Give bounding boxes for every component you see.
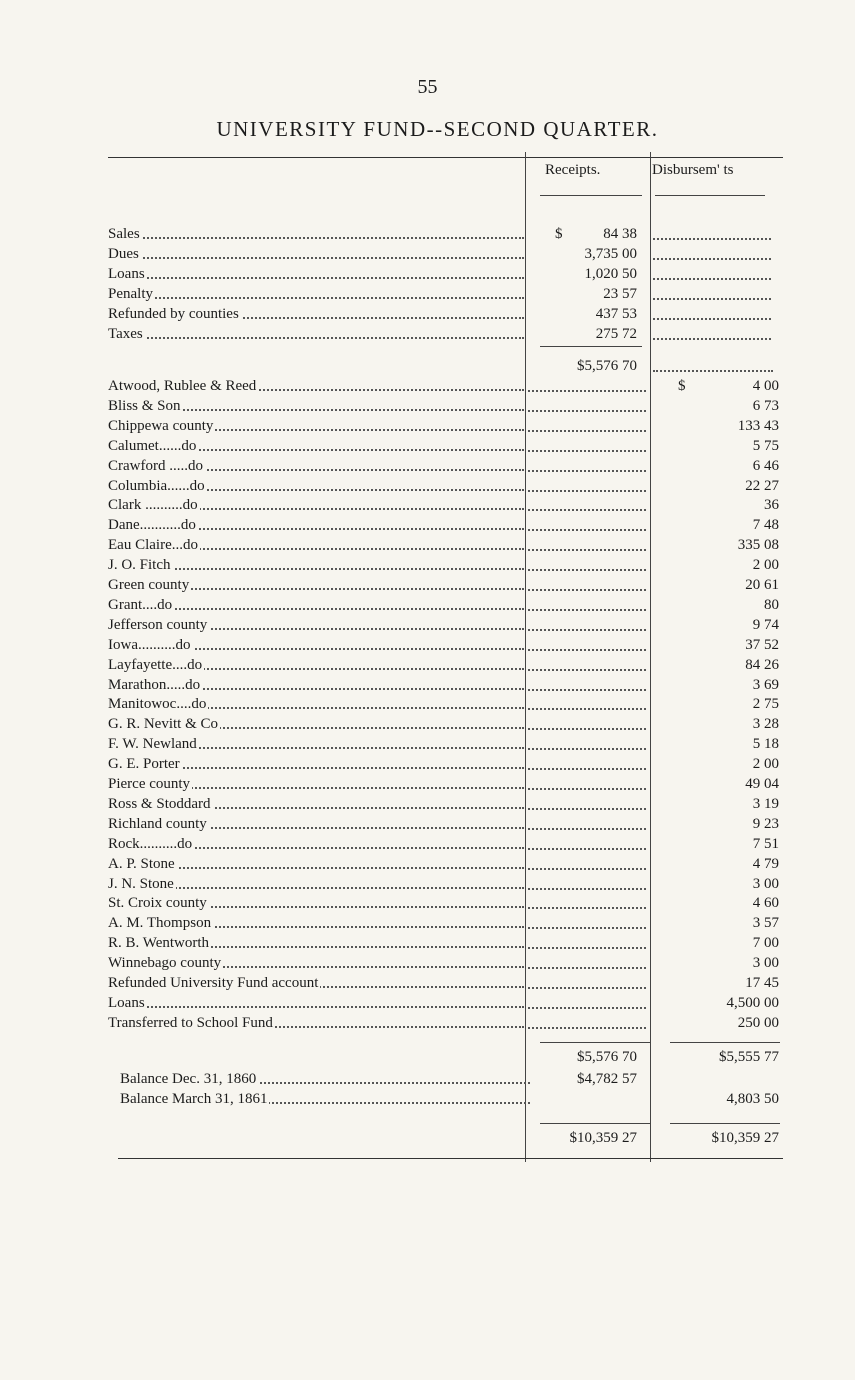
row-amount: 20 61 <box>745 577 779 593</box>
receipts-total: $5,576 70 <box>577 1049 637 1065</box>
row-amount: 49 04 <box>745 776 779 792</box>
leader-dots <box>528 490 646 492</box>
receipt-row <box>108 324 783 344</box>
row-amount: 5 75 <box>752 437 779 454</box>
balance-row-1: Balance Dec. 31, 1860 $4,782 57 <box>120 1071 637 1087</box>
disbursement-row <box>108 933 783 953</box>
leader-dots <box>528 808 646 810</box>
row-amount: 23 57 <box>603 285 637 302</box>
row-label: J. O. Fitch <box>108 555 524 575</box>
leader-dots <box>653 258 771 260</box>
leader-dots <box>528 748 646 750</box>
disbursements-header: Disbursem' ts <box>652 162 734 178</box>
leader-dots <box>528 589 646 591</box>
disbursement-row <box>108 874 783 894</box>
grand-total-rule-receipts <box>540 1123 650 1124</box>
row-label: Chippewa county <box>108 416 524 436</box>
row-label: Green county <box>108 575 524 595</box>
row-amount: 84 38 <box>603 226 637 242</box>
disbursement-row <box>108 734 783 754</box>
disbursement-row <box>108 515 783 535</box>
row-amount: 17 45 <box>745 975 779 991</box>
row-amount: 7 48 <box>752 517 779 534</box>
row-label: J. N. Stone <box>108 874 524 894</box>
leader-dots <box>528 549 646 551</box>
balance-disbursements: 4,803 50 <box>726 1091 779 1107</box>
totals-row <box>108 1047 783 1067</box>
row-amount: 3 57 <box>752 915 779 932</box>
disbursement-row <box>108 893 783 913</box>
row-amount: 5 18 <box>752 736 779 753</box>
row-amount: 4 00 <box>752 378 779 394</box>
disbursement-row <box>108 615 783 635</box>
bottom-rule <box>118 1158 783 1159</box>
leader-dots <box>528 390 646 392</box>
row-amount: 3 19 <box>752 795 779 812</box>
row-label: Pierce county <box>108 774 524 794</box>
leader-dots <box>528 947 646 949</box>
leader-dots <box>528 927 646 929</box>
disbursement-row <box>108 456 783 476</box>
receipt-row <box>108 224 783 244</box>
leader-dots <box>528 430 646 432</box>
row-label: A. M. Thompson <box>108 913 524 933</box>
row-label: A. P. Stone <box>108 854 524 874</box>
row-label: Winnebago county <box>108 953 524 973</box>
row-label: Atwood, Rublee & Reed <box>108 376 524 396</box>
row-amount: 1,020 50 <box>584 265 637 282</box>
row-amount: 9 23 <box>752 815 779 832</box>
leader-dots <box>528 967 646 969</box>
row-amount: 3 00 <box>752 955 779 972</box>
row-amount: 36 <box>764 497 779 514</box>
row-amount: 6 73 <box>752 397 779 414</box>
row-label: Refunded University Fund account <box>108 973 524 993</box>
receipts-subtotal-rule <box>540 346 642 347</box>
receipt-row <box>108 264 783 284</box>
page-number: 55 <box>417 76 438 98</box>
disbursements-total: $5,555 77 <box>719 1049 779 1065</box>
disbursement-row <box>108 754 783 774</box>
disbursement-row <box>108 774 783 794</box>
disbursement-row <box>108 575 783 595</box>
row-label: Iowa..........do <box>108 635 524 655</box>
row-label: Marathon.....do <box>108 675 524 695</box>
row-label: Grant....do <box>108 595 524 615</box>
disbursement-row <box>108 714 783 734</box>
row-label: Refunded by counties <box>108 304 524 324</box>
row-amount: 133 43 <box>737 417 779 434</box>
row-amount: 3,735 00 <box>584 245 637 262</box>
page-title: UNIVERSITY FUND--SECOND QUARTER. <box>216 117 659 141</box>
leader-dots <box>528 708 646 710</box>
disbursement-row <box>108 794 783 814</box>
row-label: Rock..........do <box>108 834 524 854</box>
receipt-row <box>108 304 783 324</box>
disbursement-row <box>108 854 783 874</box>
disbursement-row <box>108 913 783 933</box>
disbursement-row <box>108 973 783 993</box>
row-label: Calumet......do <box>108 436 524 456</box>
row-label: G. E. Porter <box>108 754 524 774</box>
grand-total-receipts: $10,359 27 <box>569 1130 637 1146</box>
row-amount: 6 46 <box>752 457 779 474</box>
leader-dots <box>528 848 646 850</box>
row-amount: 37 52 <box>745 636 779 653</box>
receipt-row <box>108 284 783 304</box>
leader-dots <box>528 569 646 571</box>
disbursement-row <box>108 535 783 555</box>
disbursement-row <box>108 416 783 436</box>
leader-dots <box>528 509 646 511</box>
row-label: Columbia......do <box>108 476 524 496</box>
leader-dots <box>653 338 771 340</box>
grand-totals-row <box>108 1128 783 1148</box>
disbursement-row <box>108 1013 783 1033</box>
row-label: Transferred to School Fund <box>108 1013 524 1033</box>
disbursement-row <box>108 834 783 854</box>
row-label: Manitowoc....do <box>108 694 524 714</box>
grand-total-rule-disbursements <box>670 1123 780 1124</box>
row-amount: 4 60 <box>752 895 779 912</box>
leader-dots <box>528 689 646 691</box>
row-label: Taxes <box>108 324 524 344</box>
disbursement-row <box>108 436 783 456</box>
leader-dots <box>528 609 646 611</box>
disbursement-row <box>108 495 783 515</box>
leader-dots <box>528 1007 646 1009</box>
disbursement-row <box>108 694 783 714</box>
row-amount: 4,500 00 <box>726 994 779 1011</box>
leader-dots <box>528 828 646 830</box>
row-label: Penalty <box>108 284 524 304</box>
leader-dots <box>528 410 646 412</box>
leader-dots <box>653 278 771 280</box>
leader-dots <box>528 669 646 671</box>
row-amount: 84 26 <box>745 656 779 673</box>
row-label: Ross & Stoddard <box>108 794 524 814</box>
totals-rule-receipts <box>540 1042 650 1043</box>
disbursement-row <box>108 635 783 655</box>
row-amount: 2 00 <box>752 557 779 574</box>
disbursement-row <box>108 675 783 695</box>
top-rule <box>108 157 783 158</box>
row-label: G. R. Nevitt & Co <box>108 714 524 734</box>
leader-dots <box>528 1027 646 1029</box>
leader-dots <box>528 649 646 651</box>
row-amount: 22 27 <box>745 477 779 494</box>
row-amount: 7 00 <box>752 935 779 952</box>
leader-dots <box>653 298 771 300</box>
row-amount: 2 75 <box>752 696 779 713</box>
row-label: Sales <box>108 224 524 244</box>
leader-dots <box>653 238 771 240</box>
row-label: R. B. Wentworth <box>108 933 524 953</box>
row-label: Layfayette....do <box>108 655 524 675</box>
disbursement-row <box>108 555 783 575</box>
row-label: Richland county <box>108 814 524 834</box>
leader-dots <box>528 529 646 531</box>
disbursement-row <box>108 655 783 675</box>
row-label: Loans <box>108 264 524 284</box>
leader-dots <box>528 768 646 770</box>
leader-dots <box>528 788 646 790</box>
row-label: Bliss & Son <box>108 396 524 416</box>
header-subrule-receipts <box>540 195 642 196</box>
disbursement-row <box>108 476 783 496</box>
disbursement-row <box>108 396 783 416</box>
disbursement-row <box>108 953 783 973</box>
disbursement-row <box>108 814 783 834</box>
header-subrule-disbursements <box>655 195 765 196</box>
row-amount: 437 53 <box>595 305 637 322</box>
row-label: Dues <box>108 244 524 264</box>
row-amount: 3 00 <box>752 875 779 892</box>
leader-dots <box>653 318 771 320</box>
row-label: Jefferson county <box>108 615 524 635</box>
currency-symbol: $ <box>555 226 563 242</box>
grand-total-disbursements: $10,359 27 <box>711 1130 779 1146</box>
leader-dots <box>528 987 646 989</box>
receipt-row <box>108 244 783 264</box>
row-amount: 4 79 <box>752 855 779 872</box>
row-amount: 7 51 <box>752 835 779 852</box>
row-label: Clark ..........do <box>108 495 524 515</box>
row-label: Eau Claire...do <box>108 535 524 555</box>
totals-rule-disbursements <box>670 1042 780 1043</box>
row-label: F. W. Newland <box>108 734 524 754</box>
leader-dots <box>528 629 646 631</box>
disbursement-row <box>108 993 783 1013</box>
balance-receipts: $4,782 57 <box>577 1071 637 1087</box>
leader-dots <box>528 907 646 909</box>
row-amount: 3 28 <box>752 716 779 733</box>
row-amount: 9 74 <box>752 616 779 633</box>
leader-dots <box>528 728 646 730</box>
balance-row-2: Balance March 31, 1861 4,803 50 <box>120 1091 779 1107</box>
leader-dots <box>528 470 646 472</box>
disbursement-row <box>108 595 783 615</box>
currency-symbol: $ <box>678 378 686 394</box>
disbursement-row <box>108 376 783 396</box>
row-label: Dane...........do <box>108 515 524 535</box>
row-amount: 250 00 <box>737 1014 779 1031</box>
leader-dots <box>528 450 646 452</box>
row-amount: 335 08 <box>737 537 779 554</box>
row-amount: 80 <box>764 596 779 613</box>
leader-dots <box>528 868 646 870</box>
row-amount: 2 00 <box>752 756 779 773</box>
row-label: St. Croix county <box>108 893 524 913</box>
receipts-header: Receipts. <box>545 162 601 178</box>
row-amount: 275 72 <box>595 325 637 342</box>
row-amount: 3 69 <box>752 676 779 693</box>
leader-dots <box>528 888 646 890</box>
row-label: Loans <box>108 993 524 1013</box>
row-label: Crawford .....do <box>108 456 524 476</box>
receipts-subtotal: $5,576 70 <box>108 356 783 376</box>
